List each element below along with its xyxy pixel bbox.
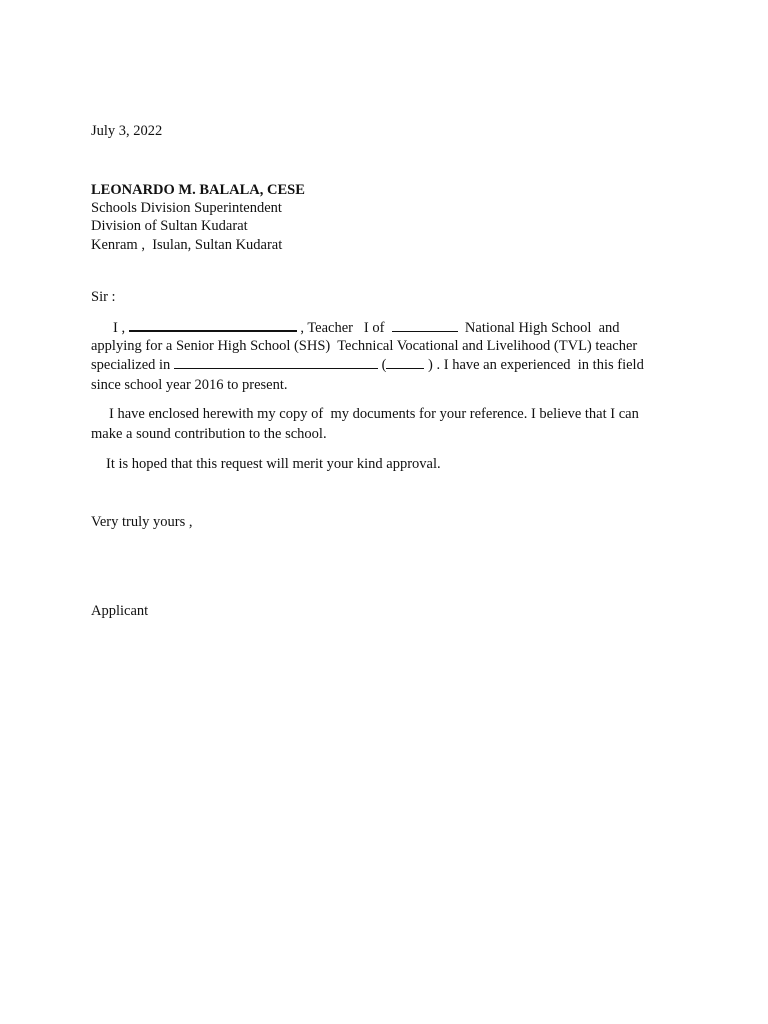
recipient-name: LEONARDO M. BALALA, CESE (91, 182, 305, 198)
paragraph-2-line-1: I have enclosed herewith my copy of my documents for your reference. I believe that I can (109, 406, 639, 422)
paragraph-3: It is hoped that this request will merit your kind approval. (106, 456, 441, 472)
closing: Very truly yours , (91, 514, 193, 530)
p1-specialized: specialized in (91, 357, 171, 373)
paragraph-1-line-2: applying for a Senior High School (SHS) Technical Vocational and Livelihood (TVL) teacher (91, 338, 638, 354)
p1-school: National High School and (464, 320, 620, 336)
name-blank (129, 318, 297, 332)
recipient-title: Schools Division Superintendent (91, 200, 282, 216)
school-blank (392, 319, 458, 332)
paragraph-1-line-1 (113, 318, 620, 338)
p1-start: I , (113, 320, 126, 336)
p1-teacher: , Teacher I of (300, 320, 385, 336)
recipient-address: Kenram , Isulan, Sultan Kudarat (91, 237, 283, 253)
specialization-blank (174, 356, 378, 369)
paragraph-2-line-2: make a sound contribution to the school. (91, 426, 327, 442)
p1-paren-open: ( (381, 357, 387, 373)
letter-date: July 3, 2022 (91, 123, 163, 139)
years-blank (386, 356, 424, 369)
p1-experience: ) . I have an experienced in this field (428, 357, 644, 373)
paragraph-1-line-4: since school year 2016 to present. (91, 377, 288, 393)
recipient-division: Division of Sultan Kudarat (91, 218, 248, 234)
salutation: Sir : (91, 289, 116, 305)
signature-label: Applicant (91, 603, 149, 619)
paragraph-1-line-3 (91, 356, 644, 375)
